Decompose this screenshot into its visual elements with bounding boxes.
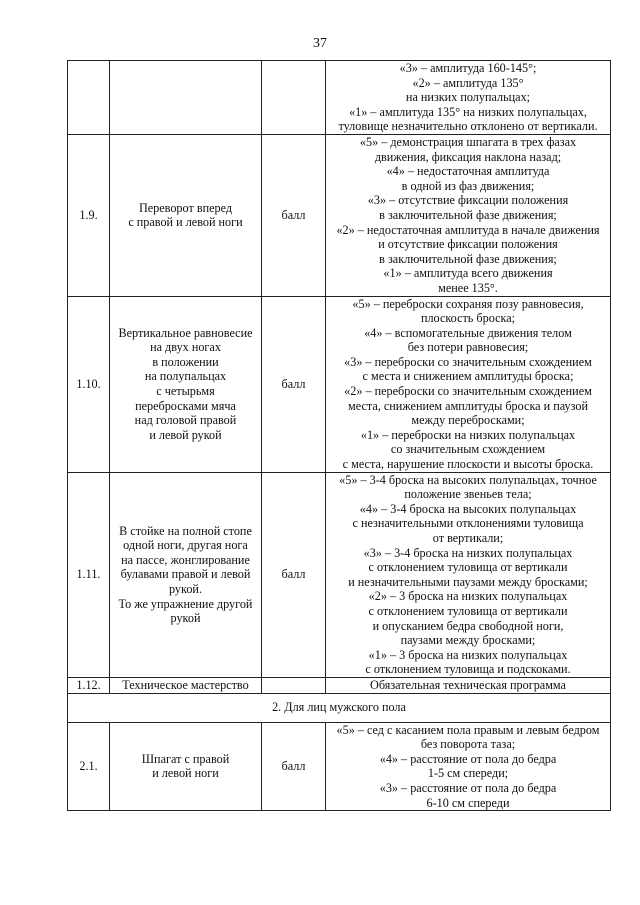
table-row xyxy=(68,296,611,472)
criteria-cell xyxy=(326,677,611,693)
table-row xyxy=(68,677,611,693)
criteria-line: «1» – амплитуда всего движения xyxy=(383,266,553,281)
page-number: 37 xyxy=(313,36,327,51)
criteria-line: с незначительными отклонениями туловища xyxy=(352,516,584,531)
criteria-line: «3» – амплитуда 160-145°; xyxy=(399,61,537,75)
criteria-line: туловище незначительно отклонено от вертикали. xyxy=(338,119,598,134)
criteria-line: и опусканием бедра свободной ноги, xyxy=(372,618,564,633)
criteria-line: и незначительными паузами между бросками; xyxy=(348,574,588,589)
row-number: 1.10. xyxy=(68,296,110,472)
exercise-name-line: Шпагат с правой xyxy=(141,751,230,766)
criteria-cell xyxy=(326,61,611,135)
criteria-line: менее 135°. xyxy=(438,280,498,295)
exercise-name xyxy=(110,134,262,296)
exercise-name-line: с правой и левой ноги xyxy=(128,215,243,230)
row-number xyxy=(68,61,110,135)
criteria-line: «2» – переброски со значительным схождением xyxy=(344,384,592,399)
exercise-name xyxy=(110,722,262,811)
exercise-name-line: рукой. xyxy=(169,582,202,597)
exercise-name-line: на полупальцах xyxy=(144,369,227,384)
exercise-name-line: на пассе, жонглирование xyxy=(121,552,250,567)
exercise-name-line: на двух ногах xyxy=(150,340,221,355)
exercise-name-line: Вертикальное равновесие xyxy=(118,325,253,340)
criteria-line: Обязательная техническая программа xyxy=(370,677,566,692)
criteria-line: «3» – расстояние от пола до бедра xyxy=(379,780,557,795)
unit-cell xyxy=(262,677,326,693)
criteria-line: в одной из фаз движения; xyxy=(401,178,535,193)
criteria-line: с места и снижением амплитуды броска; xyxy=(362,369,574,384)
table-row xyxy=(68,472,611,677)
criteria-line: между перебросками; xyxy=(411,413,525,428)
exercise-name-line: в положении xyxy=(152,354,219,369)
exercise-name xyxy=(110,677,262,693)
criteria-line: «5» – сед с касанием пола правым и левым бедром xyxy=(336,722,600,737)
criteria-line: в заключительной фазе движения; xyxy=(379,251,557,266)
exercise-name-line: одной ноги, другая нога xyxy=(123,538,248,553)
row-number: 1.9. xyxy=(68,134,110,296)
criteria-line: 1-5 см спереди; xyxy=(427,766,509,781)
criteria-line: «4» – расстояние от пола до бедра xyxy=(379,751,557,766)
exercise-name-line: Техническое мастерство xyxy=(122,677,249,692)
exercise-name-line: Переворот вперед xyxy=(138,200,233,215)
criteria-line: места, снижением амплитуды броска и паузой xyxy=(348,398,588,413)
criteria-line: на низких полупальцах; xyxy=(405,90,531,105)
table-row xyxy=(68,722,611,811)
criteria-line: «5» – 3-4 броска на высоких полупальцах, точное xyxy=(339,472,597,487)
row-number: 1.12. xyxy=(68,677,110,693)
exercise-name-line: То же упражнение другой xyxy=(118,596,253,611)
criteria-line: с отклонением туловища от вертикали xyxy=(368,603,568,618)
criteria-line: с отклонением туловища и подскоками. xyxy=(365,662,571,677)
criteria-line: в заключительной фазе движения; xyxy=(379,207,557,222)
criteria-line: от вертикали; xyxy=(432,531,504,545)
exercise-name-line: и левой ноги xyxy=(152,766,219,781)
exercise-name-line: с четырьмя xyxy=(156,384,215,399)
criteria-line: «4» – недостаточная амплитуда xyxy=(386,164,550,179)
criteria-line: «1» – амплитуда 135° на низких полупальцах, xyxy=(349,104,587,119)
criteria-line: «2» – амплитуда 135° xyxy=(412,75,524,90)
criteria-line: «3» – 3-4 броска на низких полупальцах xyxy=(363,545,573,560)
criteria-line: «5» – переброски сохраняя позу равновесия, xyxy=(352,296,584,311)
criteria-line: «1» – переброски на низких полупальцах xyxy=(360,427,576,442)
criteria-line: без потери равновесия; xyxy=(407,340,529,355)
exercise-name-line: рукой xyxy=(170,611,201,626)
criteria-cell xyxy=(326,472,611,677)
criteria-cell xyxy=(326,296,611,472)
criteria-line: с отклонением туловища от вертикали xyxy=(368,560,568,575)
table-row xyxy=(68,61,611,135)
exercise-name-line: перебросками мяча xyxy=(135,398,236,413)
table-row xyxy=(68,134,611,296)
criteria-line: «4» – вспомогательные движения телом xyxy=(364,325,572,340)
unit-cell: балл xyxy=(262,472,326,677)
section-title: 2. Для лиц мужского пола xyxy=(68,693,611,722)
exercise-name-line: и левой рукой xyxy=(149,427,222,442)
criteria-line: «2» – недостаточная амплитуда в начале движения xyxy=(336,222,600,237)
criteria-line: «4» – 3-4 броска на высоких полупальцах xyxy=(359,501,577,516)
exercise-name xyxy=(110,61,262,135)
exercise-name-line: булавами правой и левой xyxy=(120,567,251,582)
criteria-line: «3» – отсутствие фиксации положения xyxy=(367,193,569,208)
exercise-name xyxy=(110,472,262,677)
criteria-line: и отсутствие фиксации положения xyxy=(378,237,558,252)
criteria-cell xyxy=(326,722,611,811)
criteria-cell xyxy=(326,134,611,296)
criteria-line: плоскость броска; xyxy=(420,311,516,326)
unit-cell xyxy=(262,61,326,135)
criteria-line: «3» – переброски со значительным схождением xyxy=(344,354,592,369)
criteria-line: с места, нарушение плоскости и высоты броска. xyxy=(342,457,594,472)
criteria-line: 6-10 см спереди xyxy=(426,795,510,810)
section-row xyxy=(68,693,611,722)
exercise-name-line: над головой правой xyxy=(134,413,237,428)
criteria-line: «1» – 3 броска на низких полупальцах xyxy=(368,647,568,662)
criteria-line: «5» – демонстрация шпагата в трех фазах xyxy=(359,134,577,149)
criteria-line: «2» – 3 броска на низких полупальцах xyxy=(368,589,568,604)
criteria-line: положение звеньев тела; xyxy=(404,487,532,502)
criteria-line: со значительным схождением xyxy=(390,442,546,457)
criteria-line: движения, фиксация наклона назад; xyxy=(374,149,562,164)
exercise-name-line: В стойке на полной стопе xyxy=(119,523,252,538)
row-number: 1.11. xyxy=(68,472,110,677)
standards-table xyxy=(67,60,611,811)
unit-cell: балл xyxy=(262,722,326,811)
unit-cell: балл xyxy=(262,296,326,472)
criteria-line: без поворота таза; xyxy=(420,737,516,752)
row-number: 2.1. xyxy=(68,722,110,811)
exercise-name xyxy=(110,296,262,472)
criteria-line: паузами между бросками; xyxy=(400,633,536,648)
unit-cell: балл xyxy=(262,134,326,296)
